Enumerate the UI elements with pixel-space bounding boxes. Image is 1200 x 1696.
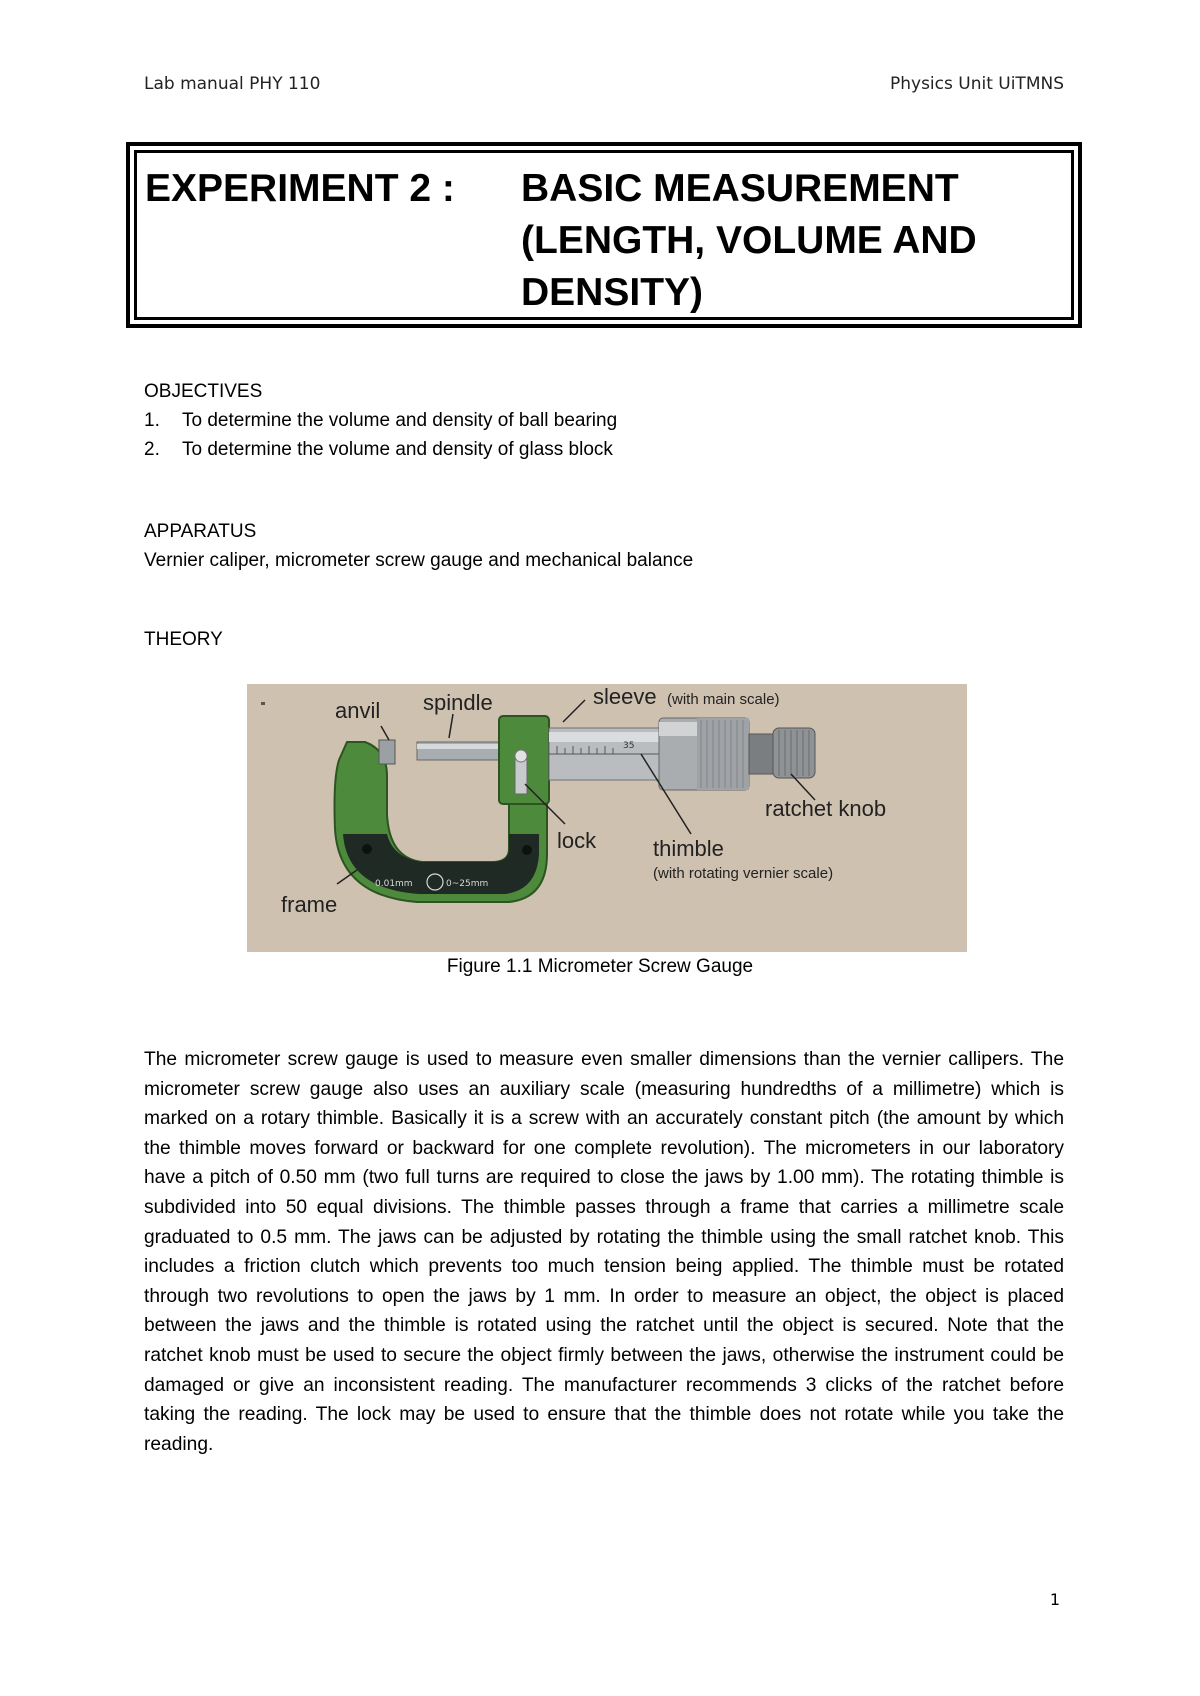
page-number: 1	[1049, 1590, 1060, 1609]
objective-item	[144, 406, 617, 435]
sleeve-label: sleeve	[593, 684, 657, 709]
theory-heading: THEORY	[144, 629, 223, 650]
objectives-heading: OBJECTIVES	[144, 381, 263, 402]
experiment-label: EXPERIMENT 2 :	[145, 167, 455, 210]
micrometer-image	[247, 684, 967, 952]
frame-range-text: 0~25mm	[446, 879, 489, 889]
apparatus-heading: APPARATUS	[144, 521, 257, 542]
scale-mark-text: 35	[623, 741, 635, 751]
sleeve-note-label: (with main scale)	[667, 691, 780, 708]
anvil-label: anvil	[335, 698, 381, 723]
theory-section	[144, 625, 223, 654]
title-box-inner	[134, 150, 1074, 320]
title-line-2: (LENGTH, VOLUME AND	[521, 219, 977, 262]
header-right-text: Physics Unit UiTMNS	[889, 74, 1064, 94]
objectives-section	[144, 377, 617, 464]
micrometer-figure	[247, 684, 967, 952]
title-line-3: DENSITY)	[521, 271, 704, 314]
header-left-text: Lab manual PHY 110	[144, 74, 321, 94]
objective-number: 2.	[144, 439, 160, 460]
frame-marking-text: 0.01mm	[375, 879, 413, 889]
objective-text: To determine the volume and density of glass block	[182, 439, 613, 460]
figure-caption: Figure 1.1 Micrometer Screw Gauge	[446, 956, 754, 977]
apparatus-section	[144, 517, 693, 575]
ratchet-knob-label: ratchet knob	[765, 796, 887, 821]
objective-item	[144, 435, 617, 464]
thimble-note-label: (with rotating vernier scale)	[653, 865, 834, 882]
lock-label: lock	[557, 828, 597, 853]
apparatus-text: Vernier caliper, micrometer screw gauge and mechanical balance	[144, 550, 694, 571]
spindle-label: spindle	[423, 690, 493, 715]
frame-label: frame	[281, 892, 338, 917]
theory-paragraph: The micrometer screw gauge is used to measure even smaller dimensions than the vernier callipers. The micrometer screw gauge also uses an auxiliary scale (measuring hundredths of a millimetre) which is marked on a rotary thimble. Basically it is a screw with an accurately constant pitch (the amount by which the thimble moves forward or backward for one complete revolution). The micrometers in our laboratory have a pitch of 0.50 mm (two full turns are required to close the jaws by 1.00 mm). The rotating thimble is subdivided into 50 equal divisions. The thimble passes through a frame that carries a millimetre scale graduated to 0.5 mm. The jaws can be adjusted by rotating the thimble using the small ratchet knob. This includes a friction clutch which prevents too much tension being applied. The thimble must be rotated through two revolutions to open the jaws by 1 mm. In order to measure an object, the object is placed between the jaws and the thimble is rotated using the ratchet until the object is secured. Note that the ratchet knob must be used to secure the object firmly between the jaws, otherwise the instrument could be damaged or give an inconsistent reading. The manufacturer recommends 3 clicks of the ratchet before taking the reading. The lock may be used to ensure that the thimble does not rotate while you take the reading.	[144, 1049, 1064, 1455]
objective-number: 1.	[144, 410, 160, 431]
title-line-1: BASIC MEASUREMENT	[521, 167, 959, 210]
thimble-label: thimble	[653, 836, 724, 861]
experiment-title	[521, 163, 977, 319]
objective-text: To determine the volume and density of ball bearing	[182, 410, 618, 431]
title-box	[126, 142, 1082, 328]
